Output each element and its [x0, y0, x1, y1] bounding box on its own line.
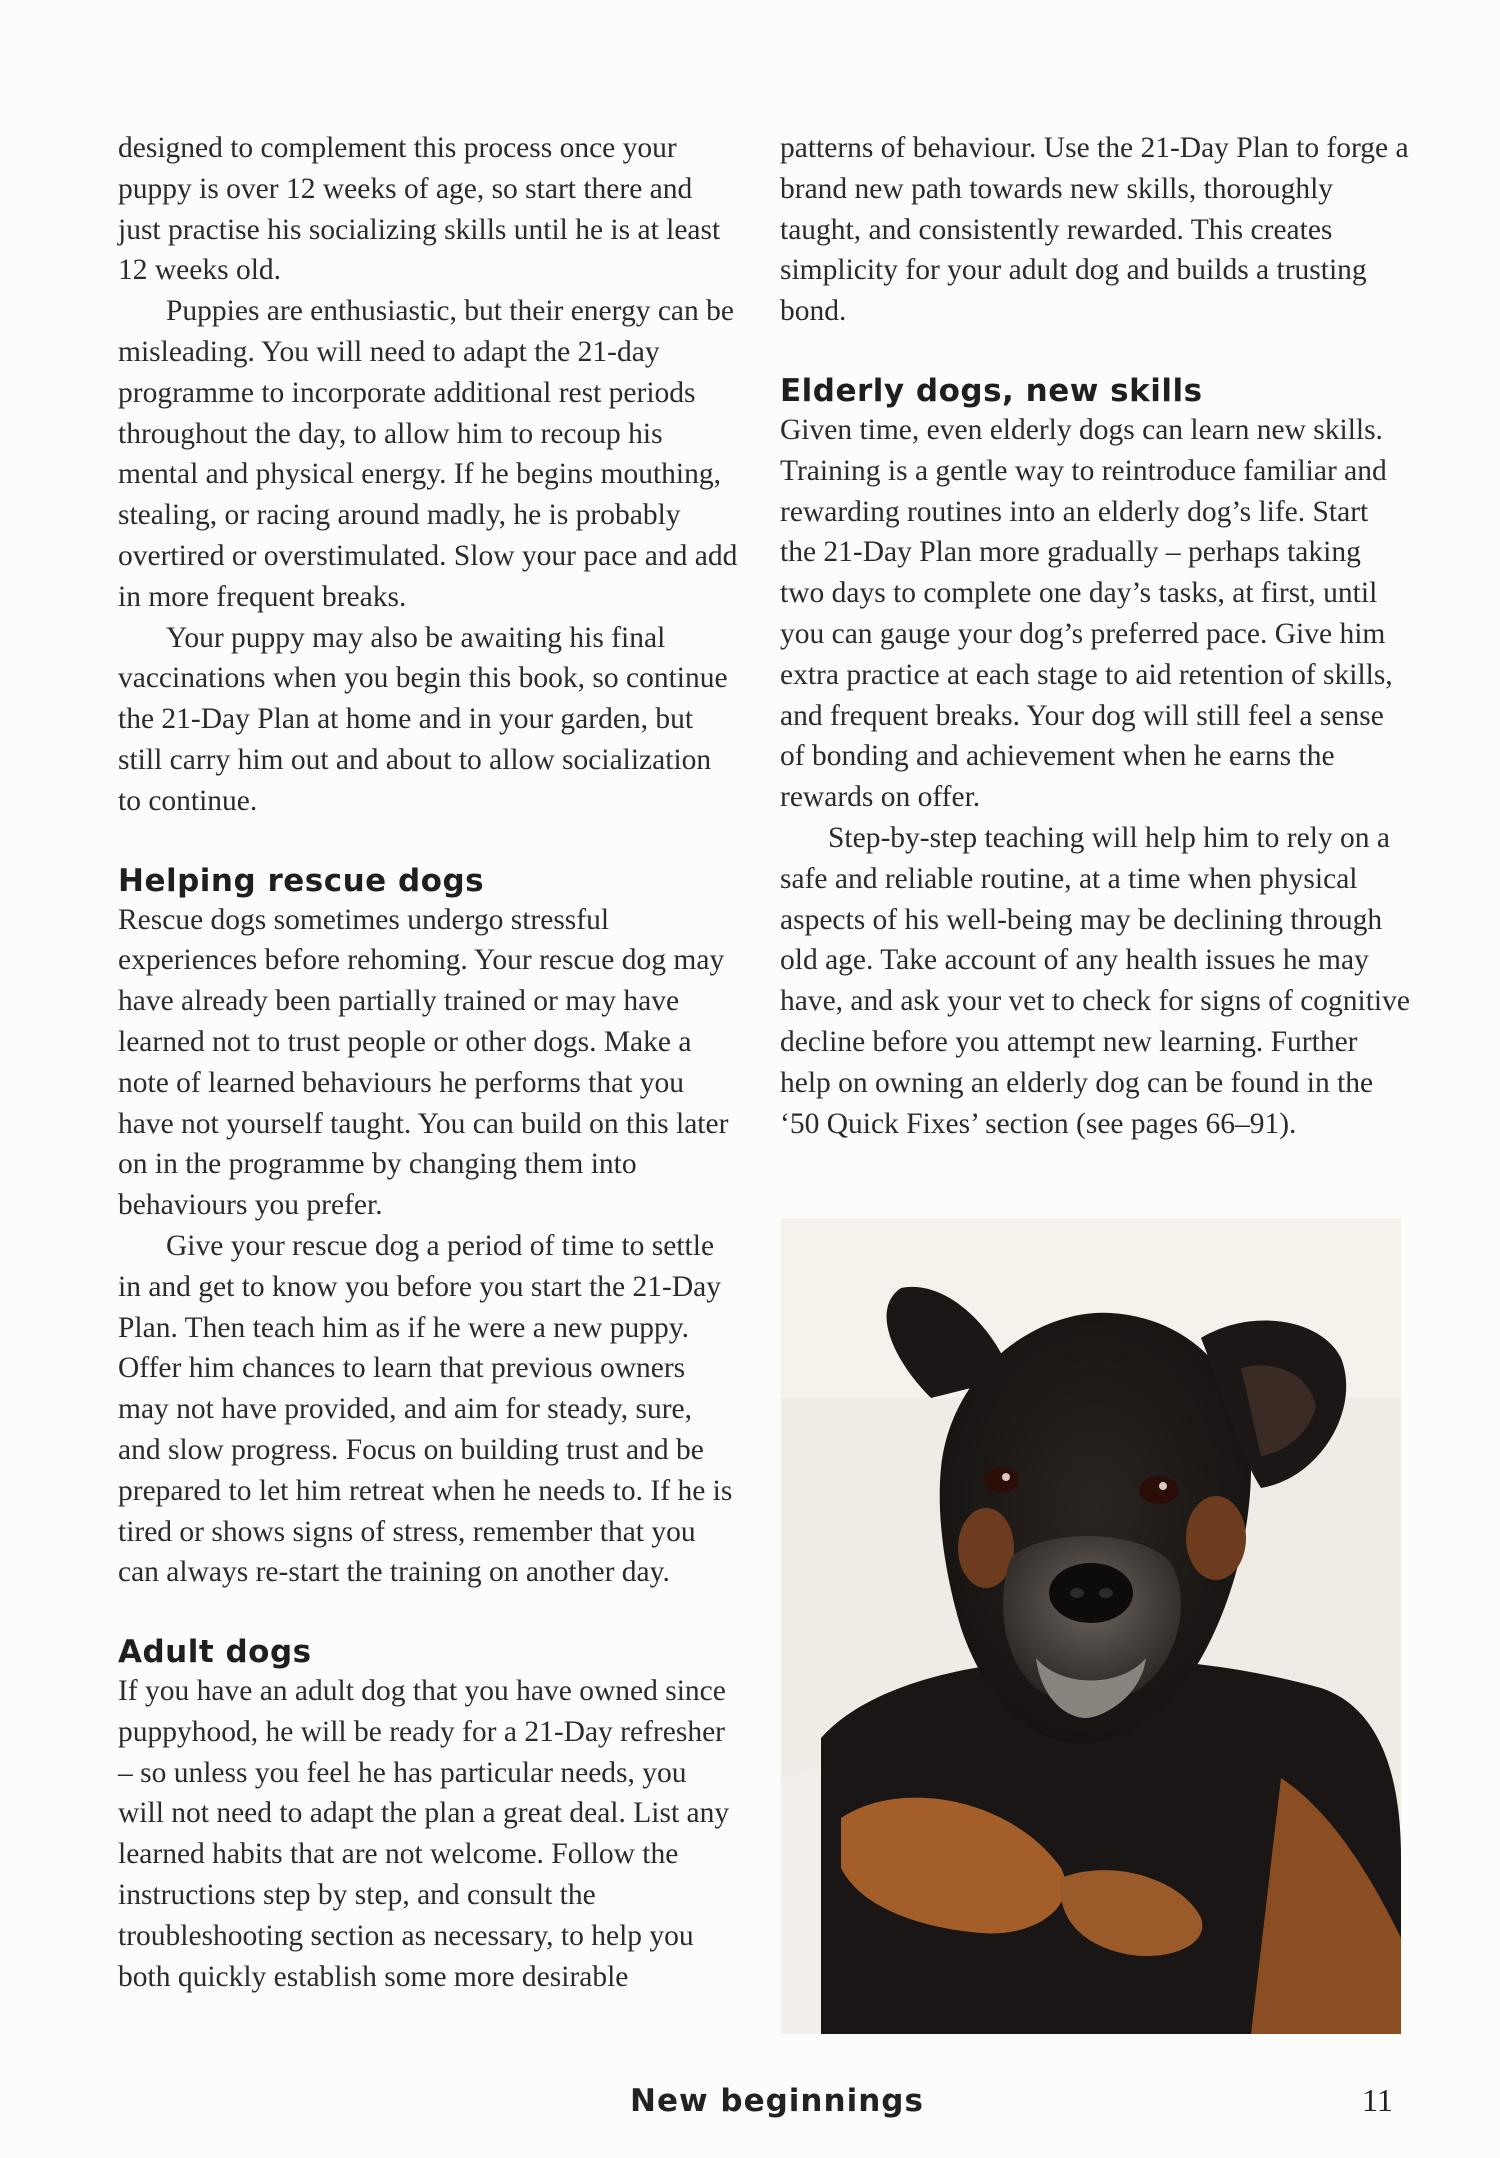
section-heading-rescue: Helping rescue dogs [118, 862, 485, 899]
section-heading-adult: Adult dogs [118, 1634, 312, 1671]
body-paragraph: If you have an adult dog that you have owned since puppyhood, he will be ready for a 21-Day refresher – so unless you feel he has particular needs, you will not need to adapt the plan a great deal. List any learned habits that are not welcome. Follow the instructions step by step, and consult the troubleshooting section as necessary, to help you both quickly establish some more desirable [118, 1675, 730, 1993]
dog-illustration [781, 1218, 1401, 2034]
dog-photo [781, 1218, 1401, 2034]
body-paragraph: designed to complement this process once your puppy is over 12 weeks of age, so start there and just practise his socializing skills until he is at least 12 weeks old. [118, 132, 721, 287]
running-footer-title: New beginnings [630, 2083, 924, 2119]
body-paragraph: Given time, even elderly dogs can learn new skills. Training is a gentle way to reintroduce familiar and rewarding routines into an elderly dog’s life. Start the 21-Day Plan more gradually – perhaps taking two days to complete one day’s tasks, at first, until you can gauge your dog’s preferred pace. Give him extra practice at each stage to aid retention of skills, and frequent breaks. Your dog will still feel a sense of bonding and achievement when he earns the rewards on offer. [780, 413, 1393, 814]
body-paragraph: Your puppy may also be awaiting his final vaccinations when you begin this book, so continue the 21-Day Plan at home and in your garden, but still carry him out and about to allow socialization to continue. [118, 621, 728, 817]
body-paragraph: Step-by-step teaching will help him to rely on a safe and reliable routine, at a time when physical aspects of his well-being may be declining through old age. Take account of any health issues he may have, and ask your vet to check for signs of cognitive decline before you attempt new learning. Further help on owning an elderly dog can be found in the ‘50 Quick Fixes’ section (see pages 66–91). [780, 821, 1410, 1140]
section-heading-elderly: Elderly dogs, new skills [780, 372, 1203, 409]
body-paragraph: Rescue dogs sometimes undergo stressful experiences before rehoming. Your rescue dog may have already been partially trained or may have learned not to trust people or other dogs. Make a note of learned behaviours he performs that you have not yourself taught. You can build on this later on in the programme by changing them into behaviours you prefer. [118, 903, 729, 1222]
body-paragraph: Puppies are enthusiastic, but their energy can be misleading. You will need to adapt the 21-day programme to incorporate additional rest periods throughout the day, to allow him to recoup his mental and physical energy. If he begins mouthing, stealing, or racing around madly, he is probably overtired or overstimulated. Slow your pace and add in more frequent breaks. [118, 295, 738, 613]
page-number: 11 [1362, 2082, 1393, 2118]
body-paragraph: Give your rescue dog a period of time to settle in and get to know you before you start the 21-Day Plan. Then teach him as if he were a new puppy. Offer him chances to learn that previous owners may not have provided, and aim for steady, sure, and slow progress. Focus on building trust and be prepared to let him retreat when he needs to. If he is tired or shows signs of stress, remember that you can always re-start the training on another day. [118, 1229, 733, 1589]
left-column [118, 128, 738, 1997]
body-paragraph: patterns of behaviour. Use the 21-Day Plan to forge a brand new path towards new skills, thoroughly taught, and consistently rewarded. This creates simplicity for your adult dog and builds a trusting bond. [780, 132, 1409, 328]
right-column [780, 128, 1410, 1144]
